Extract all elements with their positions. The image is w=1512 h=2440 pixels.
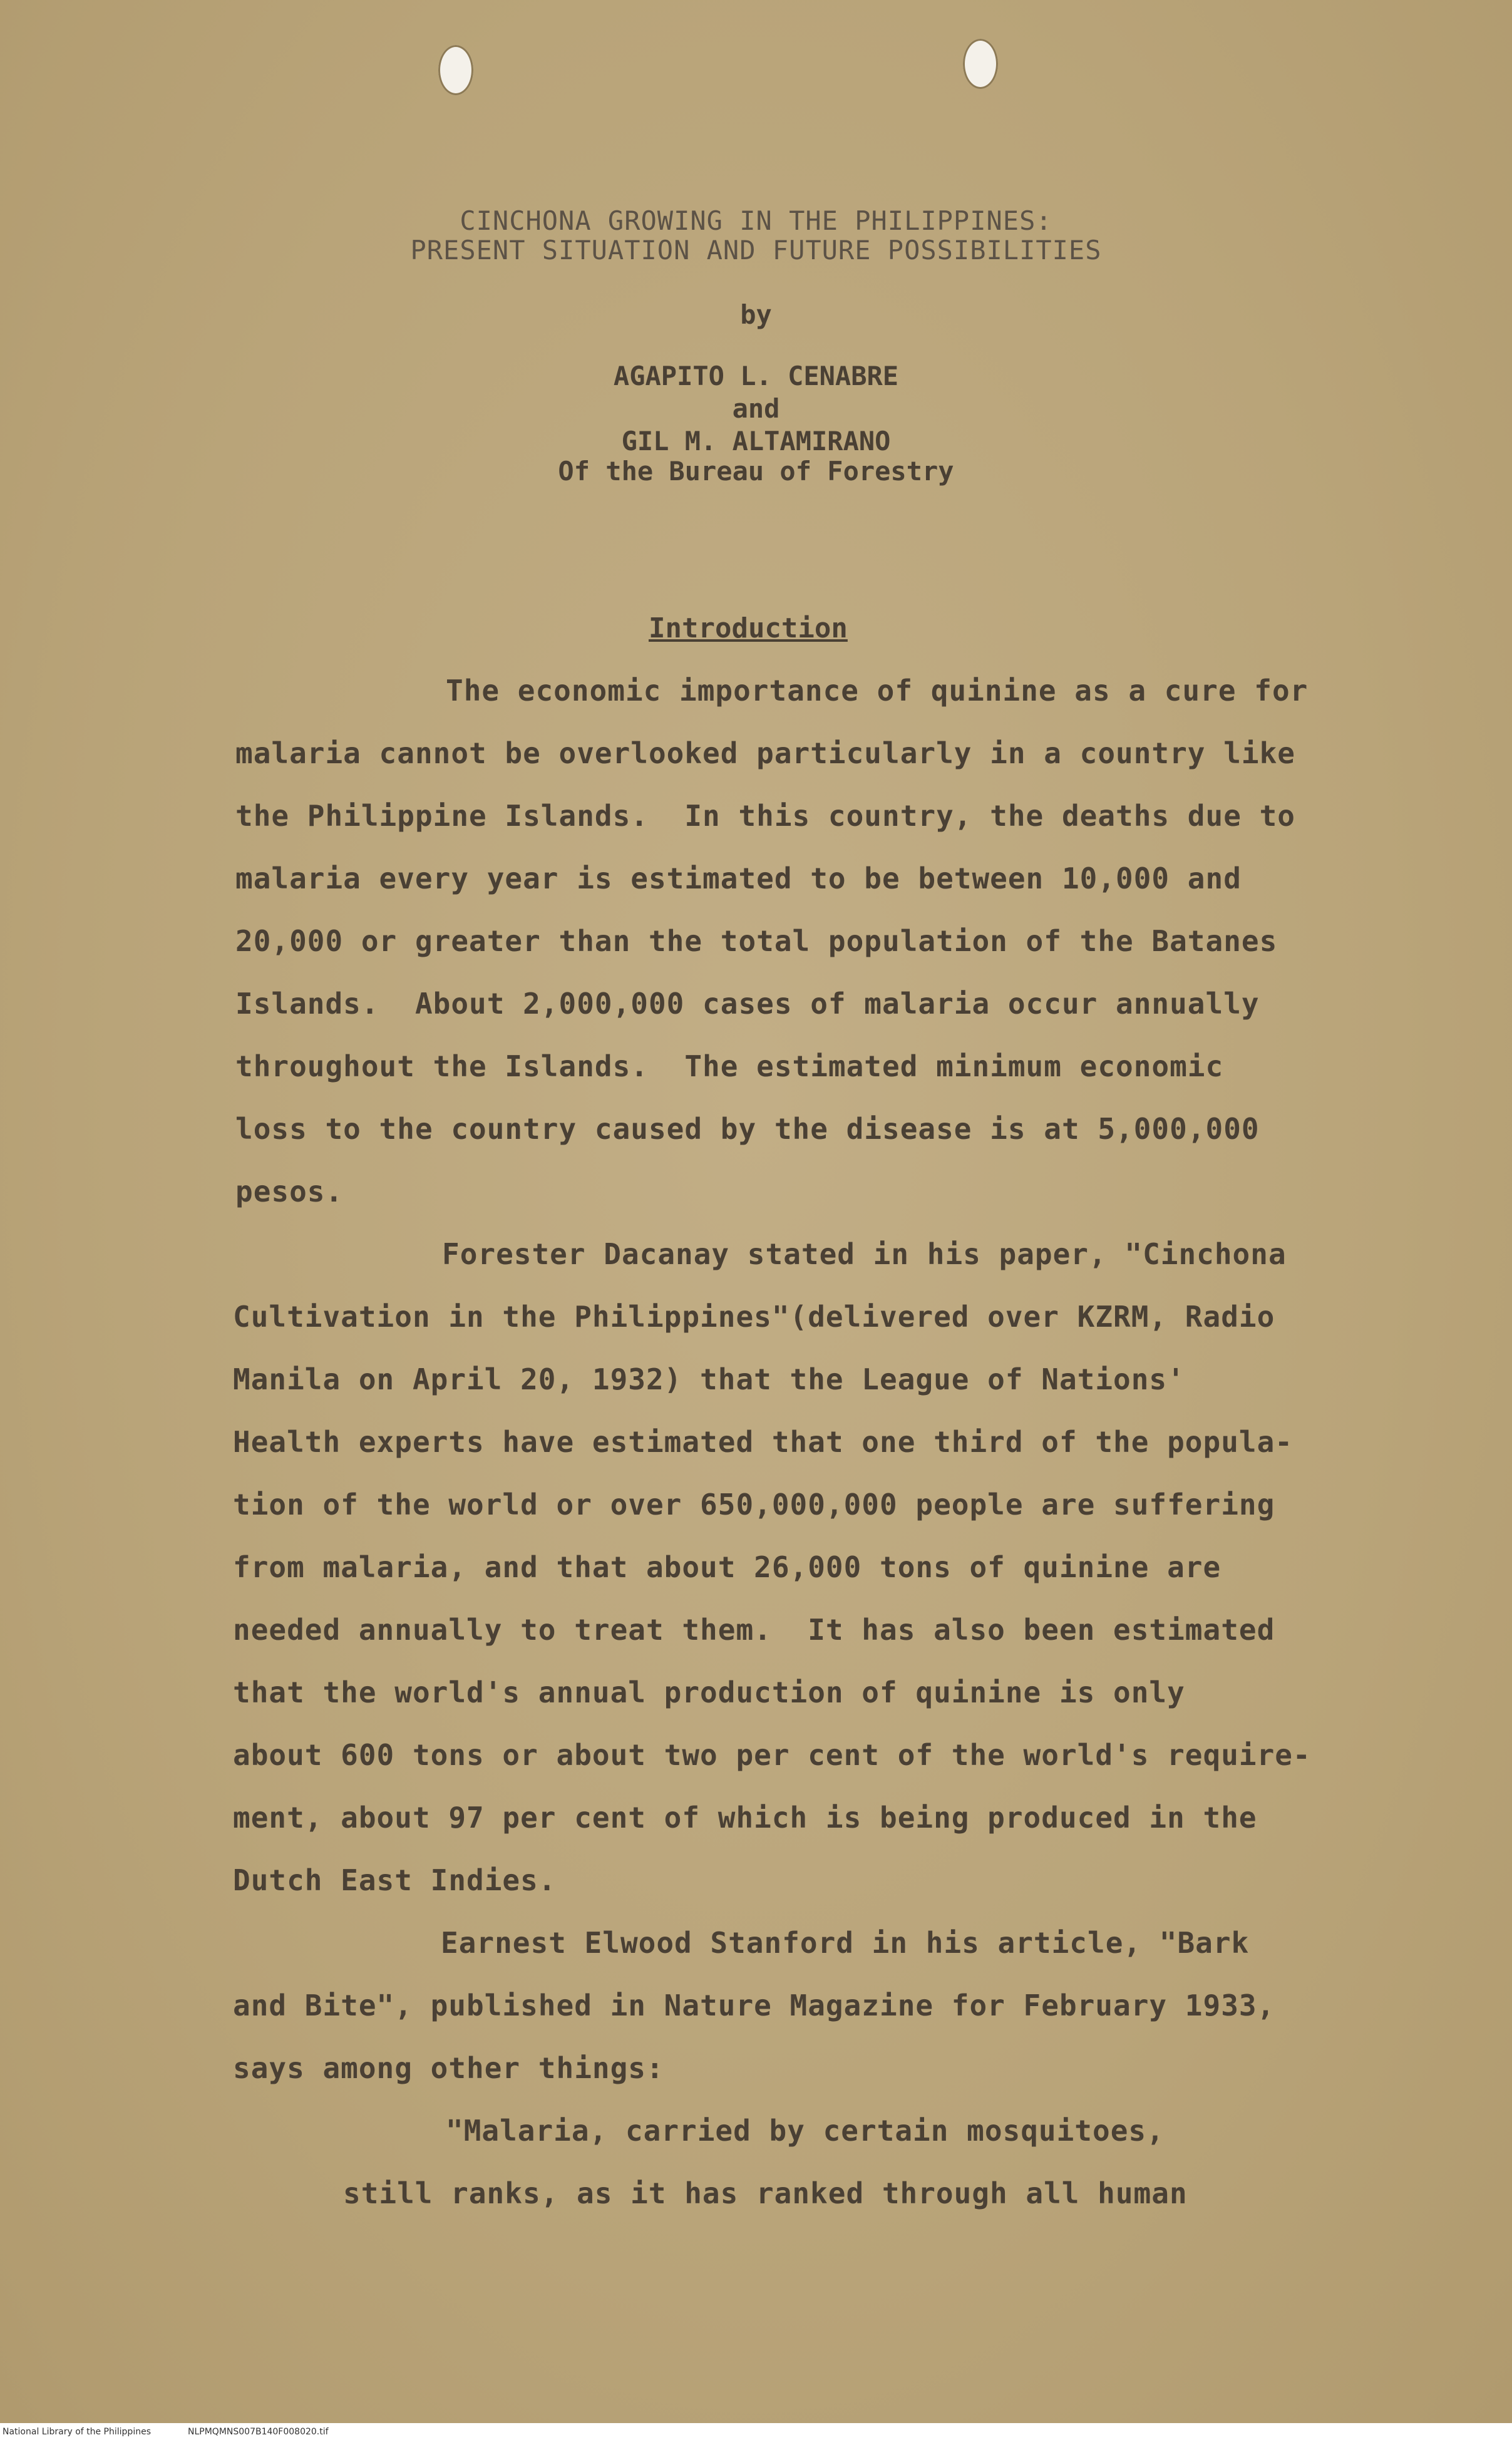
text-line: malaria every year is estimated to be between 10,000 and: [235, 862, 1242, 895]
text-line: Cultivation in the Philippines"(delivered over KZRM, Radio: [233, 1300, 1275, 1334]
text-line: ment, about 97 per cent of which is being produced in the: [233, 1801, 1257, 1835]
punch-hole: [963, 39, 998, 89]
text-line: Manila on April 20, 1932) that the League of Nations': [233, 1362, 1185, 1396]
text-line: throughout the Islands. The estimated minimum economic: [235, 1049, 1224, 1083]
quote-line: still ranks, as it has ranked through all human: [343, 2176, 1188, 2210]
text-line: about 600 tons or about two per cent of the world's require-: [233, 1738, 1311, 1772]
text-line: that the world's annual production of quinine is only: [233, 1676, 1185, 1709]
author-1: AGAPITO L. CENABRE: [613, 361, 899, 391]
text-line: Earnest Elwood Stanford in his article, "Bark: [441, 1926, 1250, 1960]
text-line: says among other things:: [233, 2051, 664, 2085]
text-line: from malaria, and that about 26,000 tons of quinine are: [233, 1550, 1221, 1584]
scan-footer: [0, 2423, 1512, 2440]
byline: by: [740, 299, 772, 330]
text-line: The economic importance of quinine as a cure for: [446, 674, 1309, 708]
text-line: malaria cannot be overlooked particularly in a country like: [235, 736, 1295, 770]
library-label: National Library of the Philippines: [3, 2427, 151, 2437]
file-label: NLPMQMNS007B140F008020.tif: [188, 2427, 329, 2437]
affiliation: Of the Bureau of Forestry: [558, 456, 954, 486]
text-line: needed annually to treat them. It has also been estimated: [233, 1613, 1275, 1647]
and-conjunction: and: [732, 393, 780, 424]
text-line: Health experts have estimated that one third of the popula-: [233, 1425, 1293, 1459]
section-heading: Introduction: [649, 612, 848, 644]
title-line-2: PRESENT SITUATION AND FUTURE POSSIBILITIES: [410, 235, 1102, 265]
title-line-1: CINCHONA GROWING IN THE PHILIPPINES:: [460, 205, 1052, 236]
text-line: tion of the world or over 650,000,000 people are suffering: [233, 1488, 1275, 1521]
text-line: pesos.: [235, 1175, 344, 1208]
text-line: the Philippine Islands. In this country, the deaths due to: [235, 799, 1295, 833]
text-line: and Bite", published in Nature Magazine for February 1933,: [233, 1989, 1275, 2022]
author-2: GIL M. ALTAMIRANO: [621, 426, 891, 456]
text-line: 20,000 or greater than the total population of the Batanes: [235, 924, 1278, 958]
quote-line: "Malaria, carried by certain mosquitoes,: [446, 2114, 1165, 2148]
text-line: loss to the country caused by the disease is at 5,000,000: [235, 1112, 1260, 1146]
punch-hole: [438, 45, 473, 95]
text-line: Islands. About 2,000,000 cases of malaria occur annually: [235, 987, 1260, 1021]
text-line: Forester Dacanay stated in his paper, "Cinchona: [442, 1237, 1287, 1271]
text-line: Dutch East Indies.: [233, 1863, 557, 1897]
